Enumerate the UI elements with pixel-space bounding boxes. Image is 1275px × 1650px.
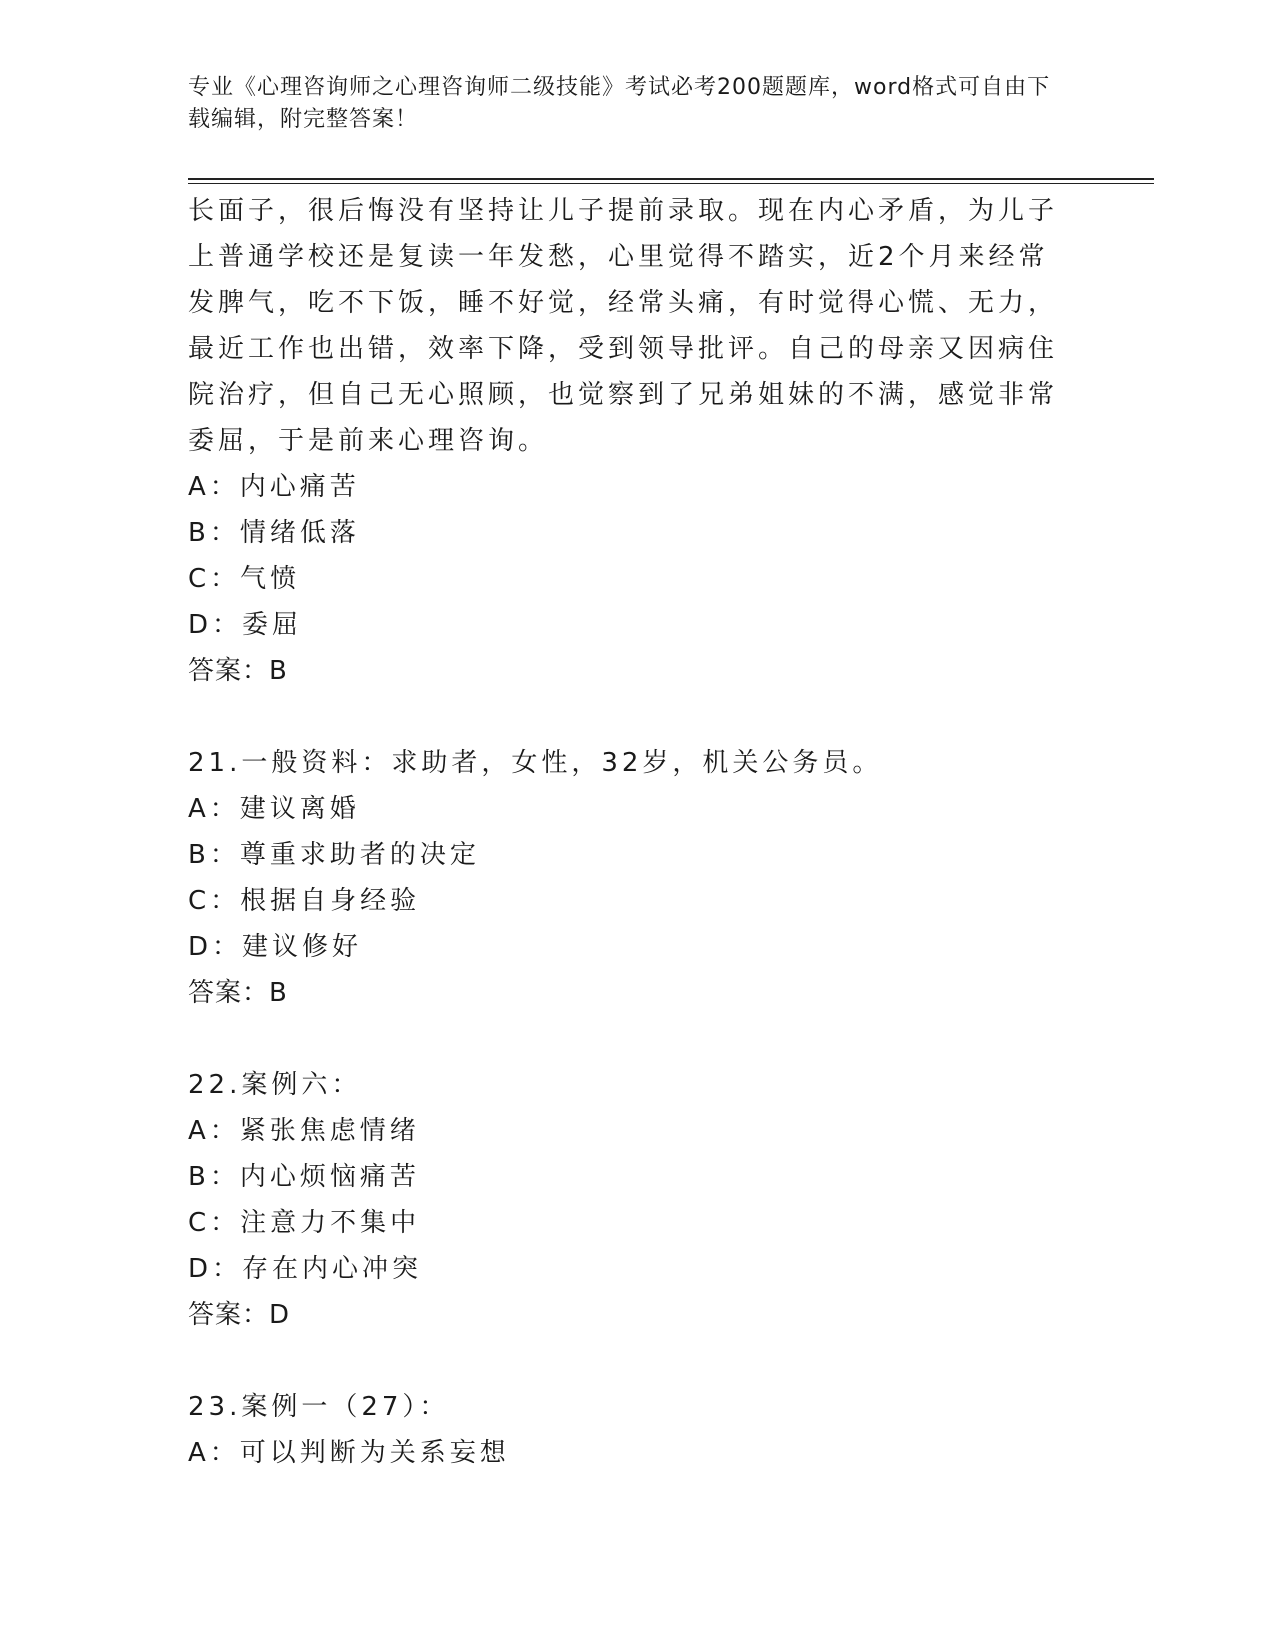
- header-rule-thick: [188, 178, 1154, 180]
- option-d: D：建议修好: [188, 932, 363, 962]
- option-c: C：根据自身经验: [188, 886, 421, 916]
- option-c: C：气愤: [188, 564, 301, 594]
- option-b: B：情绪低落: [188, 518, 360, 548]
- question-stem: 21.一般资料：求助者，女性，32岁，机关公务员。: [188, 748, 883, 778]
- option-b: B：内心烦恼痛苦: [188, 1162, 420, 1192]
- continued-question-text: 长面子，很后悔没有坚持让儿子提前录取。现在内心矛盾，为儿子上普通学校还是复读一年发愁，心里觉得不踏实，近2个月来经常发脾气，吃不下饭，睡不好觉，经常头痛，有时觉得心慌、无力，最近工作也出错，效率下降，受到领导批评。自己的母亲又因病住院治疗，但自己无心照顾，也觉察到了兄弟姐妹的不满，感觉非常委屈，于是前来心理咨询。: [188, 196, 1059, 456]
- option-a: A：可以判断为关系妄想: [188, 1438, 510, 1468]
- spacer: [188, 1338, 1068, 1384]
- question-stem: 22.案例六：: [188, 1070, 362, 1100]
- spacer: [188, 694, 1068, 740]
- option-a: A：建议离婚: [188, 794, 360, 824]
- spacer: [188, 1016, 1068, 1062]
- option-d: D：存在内心冲突: [188, 1254, 423, 1284]
- answer-line: 答案：B: [188, 978, 288, 1008]
- option-b: B：尊重求助者的决定: [188, 840, 480, 870]
- question-stem: 23.案例一（27）：: [188, 1392, 450, 1422]
- option-a: A：内心痛苦: [188, 472, 360, 502]
- option-c: C：注意力不集中: [188, 1208, 421, 1238]
- document-header: 专业《心理咨询师之心理咨询师二级技能》考试必考200题题库，word格式可自由下载编辑，附完整答案！: [188, 75, 1051, 132]
- header-rule-thin: [188, 183, 1154, 184]
- document-body: [188, 188, 1068, 1476]
- option-d: D：委屈: [188, 610, 303, 640]
- answer-line: 答案：D: [188, 1300, 291, 1330]
- answer-line: 答案：B: [188, 656, 288, 686]
- option-a: A：紧张焦虑情绪: [188, 1116, 420, 1146]
